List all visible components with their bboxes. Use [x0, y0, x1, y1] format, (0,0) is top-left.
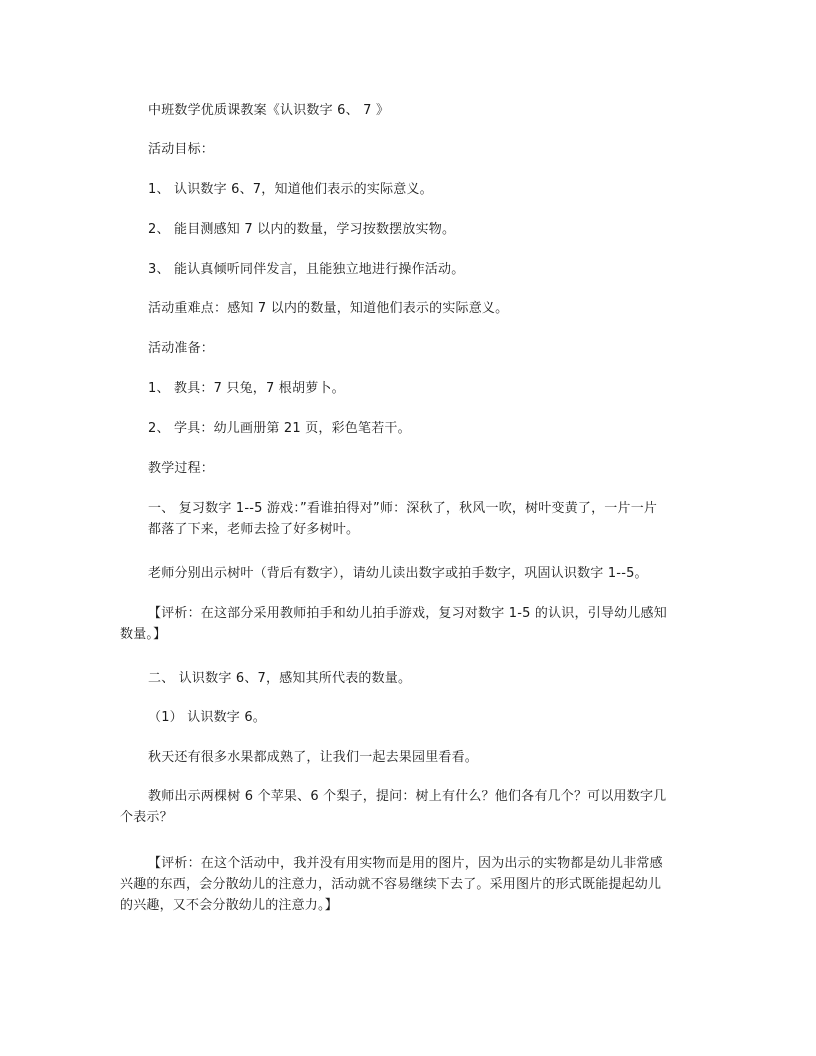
step-1-paragraph: 一、 复习数字 1--5 游戏：”看谁拍得对”师：深秋了，秋风一吹，树叶变黄了，一片一片都落了下来，老师去捡了好多树叶。 [148, 501, 658, 537]
goal-item-1: 1、 认识数字 6、7，知道他们表示的实际意义。 [148, 182, 433, 197]
goal-item-3: 3、 能认真倾听同伴发言，且能独立地进行操作活动。 [148, 262, 465, 277]
goal-item-2: 2、 能目测感知 7 以内的数量，学习按数摆放实物。 [148, 222, 456, 237]
step-2a-heading: （1） 认识数字 6。 [148, 710, 267, 725]
comment-1: 【评析：在这部分采用教师拍手和幼儿拍手游戏，复习对数字 1-5 的认识，引导幼儿感知数量。】 [120, 606, 667, 642]
goals-heading: 活动目标： [148, 142, 215, 157]
prep-item-2: 2、 学具：幼儿画册第 21 页，彩色笔若干。 [148, 421, 411, 436]
step-2b-paragraph: 秋天还有很多水果都成熟了，让我们一起去果园里看看。 [148, 750, 479, 765]
comment-2: 【评析：在这个活动中，我并没有用实物而是用的图片，因为出示的实物都是幼儿非常感兴趣的东西，会分散幼儿的注意力，活动就不容易继续下去了。采用图片的形式既能提起幼儿的兴趣，又不会分散幼儿的注意力。】 [120, 856, 663, 913]
step-2c-paragraph: 教师出示两棵树 6 个苹果、6 个梨子，提问：树上有什么？他们各有几个？可以用数字几个表示？ [120, 789, 667, 825]
step-2-heading: 二、 认识数字 6、7，感知其所代表的数量。 [148, 671, 412, 686]
process-heading: 教学过程： [148, 461, 215, 476]
prep-item-1: 1、 教具：7 只兔，7 根胡萝卜。 [148, 381, 345, 396]
step-1b-paragraph: 老师分别出示树叶（背后有数字），请幼儿读出数字或拍手数字，巩固认识数字 1--5。 [148, 566, 648, 581]
prep-heading: 活动准备： [148, 341, 215, 356]
document-title: 中班数学优质课教案《认识数字 6、 7 》 [148, 103, 390, 118]
key-points: 活动重难点：感知 7 以内的数量，知道他们表示的实际意义。 [148, 301, 509, 316]
